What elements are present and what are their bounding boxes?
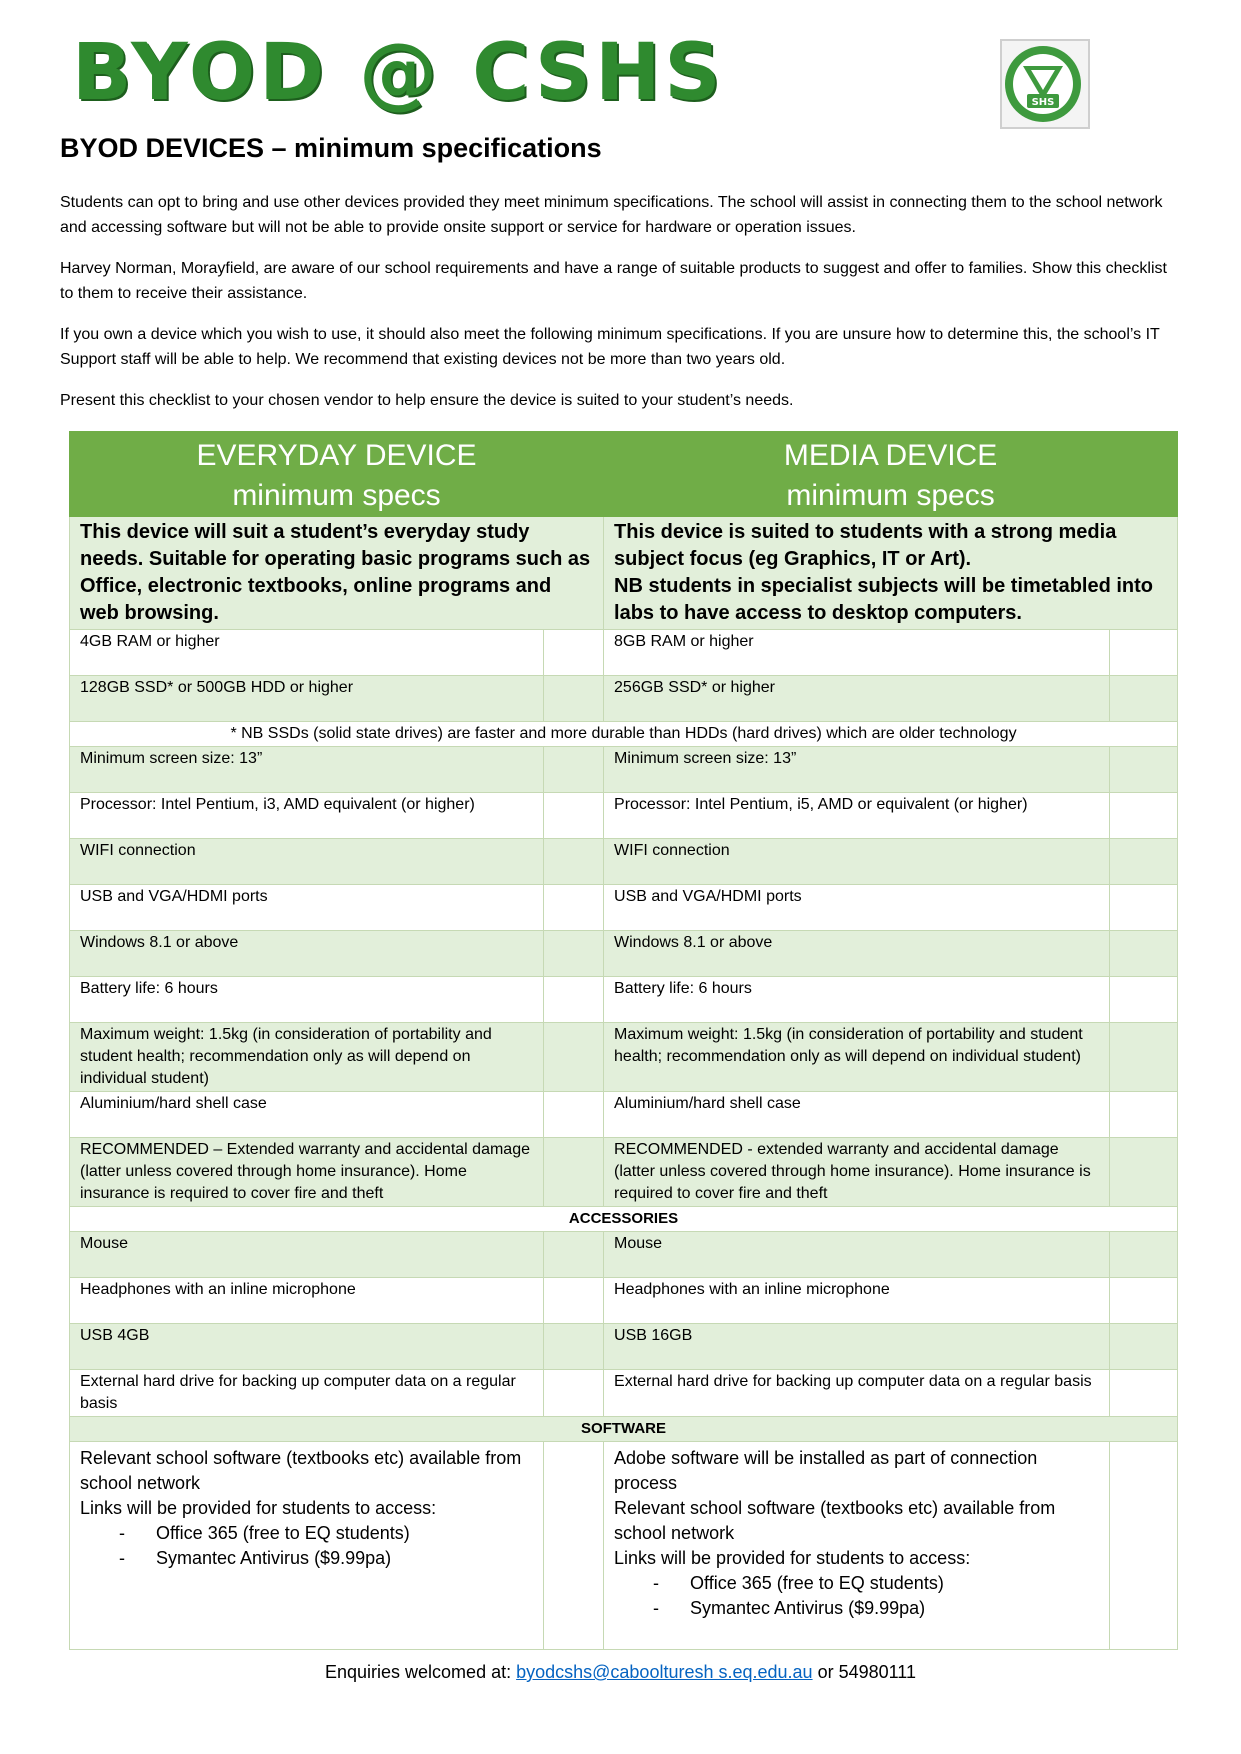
table-row (70, 676, 1178, 722)
media-accessory: External hard drive for backing up computer data on a regular basis (604, 1370, 1110, 1417)
ssd-note-row (70, 722, 1178, 747)
media-accessory: USB 16GB (604, 1324, 1110, 1370)
media-spec: WIFI connection (604, 839, 1110, 885)
media-description-line-1: This device is suited to students with a strong media subject focus (eg Graphics, IT or Art). (614, 521, 1117, 570)
media-title: MEDIA DEVICE (783, 439, 998, 472)
everyday-check-cell[interactable] (544, 793, 604, 839)
media-spec: Battery life: 6 hours (604, 977, 1110, 1023)
intro-paragraph-3: If you own a device which you wish to use, it should also meet the following minimum specifications. If you are unsure how to determine this, the school’s IT Support staff will be able to help. We recommend that existing devices not be more than two years old. (60, 326, 1160, 368)
media-spec: Maximum weight: 1.5kg (in consideration of portability and student health; recommendation only as will depend on individual student) (604, 1023, 1110, 1092)
everyday-software-line-2: Links will be provided for students to access: (80, 1498, 437, 1518)
everyday-check-cell[interactable] (544, 1324, 604, 1370)
media-spec: RECOMMENDED - extended warranty and accidental damage (latter unless covered through home insurance). Home insurance is required to cover fire and theft (604, 1138, 1110, 1207)
table-row (70, 1370, 1178, 1417)
everyday-check-cell[interactable] (544, 1278, 604, 1324)
everyday-accessory: External hard drive for backing up computer data on a regular basis (70, 1370, 544, 1417)
everyday-description: This device will suit a student’s everyday study needs. Suitable for operating basic programs such as Office, electronic textbooks, online programs and web browsing. (70, 517, 604, 630)
media-check-cell[interactable] (1110, 1092, 1178, 1138)
media-header (604, 432, 1178, 517)
everyday-spec: Processor: Intel Pentium, i3, AMD equivalent (or higher) (70, 793, 544, 839)
everyday-spec: Maximum weight: 1.5kg (in consideration of portability and student health; recommendation only as will depend on individual student) (70, 1023, 544, 1092)
everyday-check-cell[interactable] (544, 676, 604, 722)
everyday-check-cell[interactable] (544, 885, 604, 931)
media-check-cell[interactable] (1110, 793, 1178, 839)
description-row (70, 517, 1178, 630)
media-software-list (614, 1571, 1099, 1621)
spec-checklist-table (69, 431, 1178, 1650)
media-accessory: Mouse (604, 1232, 1110, 1278)
everyday-check-cell[interactable] (544, 1442, 604, 1650)
table-row (70, 1232, 1178, 1278)
everyday-spec: 4GB RAM or higher (70, 630, 544, 676)
page-title: BYOD DEVICES – minimum specifications (60, 133, 602, 163)
school-crest-logo (995, 34, 1095, 134)
media-check-cell[interactable] (1110, 1278, 1178, 1324)
everyday-accessory: Headphones with an inline microphone (70, 1278, 544, 1324)
software-row (70, 1442, 1178, 1650)
everyday-spec: WIFI connection (70, 839, 544, 885)
everyday-check-cell[interactable] (544, 1138, 604, 1207)
media-description (604, 517, 1178, 630)
media-check-cell[interactable] (1110, 1442, 1178, 1650)
everyday-accessory: USB 4GB (70, 1324, 544, 1370)
table-row (70, 885, 1178, 931)
table-row (70, 1324, 1178, 1370)
everyday-header (70, 432, 604, 517)
footer-suffix: or 54980111 (812, 1662, 916, 1682)
everyday-check-cell[interactable] (544, 1092, 604, 1138)
everyday-software (70, 1442, 544, 1650)
media-accessory: Headphones with an inline microphone (604, 1278, 1110, 1324)
everyday-check-cell[interactable] (544, 977, 604, 1023)
everyday-software-line-1: Relevant school software (textbooks etc) available from school network (80, 1448, 522, 1493)
footer-prefix: Enquiries welcomed at: (325, 1662, 517, 1682)
media-check-cell[interactable] (1110, 1232, 1178, 1278)
media-software-line-1: Relevant school software (textbooks etc) available from school network (614, 1498, 1056, 1543)
table-row (70, 977, 1178, 1023)
media-software (604, 1442, 1110, 1650)
table-row (70, 1023, 1178, 1092)
table-row (70, 793, 1178, 839)
everyday-spec: Aluminium/hard shell case (70, 1092, 544, 1138)
everyday-software-list (80, 1521, 533, 1571)
media-check-cell[interactable] (1110, 839, 1178, 885)
everyday-check-cell[interactable] (544, 1232, 604, 1278)
media-check-cell[interactable] (1110, 1370, 1178, 1417)
footer-enquiries (0, 1662, 1241, 1683)
accessories-section-row (70, 1207, 1178, 1232)
table-row (70, 1138, 1178, 1207)
table-row (70, 747, 1178, 793)
everyday-spec: Minimum screen size: 13” (70, 747, 544, 793)
media-spec: Windows 8.1 or above (604, 931, 1110, 977)
table-header-row (70, 432, 1178, 517)
list-item: - Symantec Antivirus ($9.99pa) (156, 1546, 533, 1571)
everyday-check-cell[interactable] (544, 839, 604, 885)
ssd-note: * NB SSDs (solid state drives) are faster and more durable than HDDs (hard drives) which are older technology (70, 722, 1178, 747)
banner-title: BYOD @ CSHS (72, 28, 725, 118)
everyday-title: EVERYDAY DEVICE (196, 439, 477, 472)
everyday-check-cell[interactable] (544, 1370, 604, 1417)
media-check-cell[interactable] (1110, 885, 1178, 931)
media-check-cell[interactable] (1110, 1324, 1178, 1370)
list-item: - Office 365 (free to EQ students) (690, 1571, 1099, 1596)
everyday-spec: Battery life: 6 hours (70, 977, 544, 1023)
table-row (70, 1092, 1178, 1138)
media-spec: Aluminium/hard shell case (604, 1092, 1110, 1138)
media-check-cell[interactable] (1110, 676, 1178, 722)
software-heading: SOFTWARE (70, 1417, 1178, 1442)
intro-paragraph-2: Harvey Norman, Morayfield, are aware of our school requirements and have a range of suitable products to suggest and offer to families. Show this checklist to them to receive their assistance. (60, 260, 1167, 302)
media-spec: 256GB SSD* or higher (604, 676, 1110, 722)
media-spec: Minimum screen size: 13” (604, 747, 1110, 793)
table-row (70, 1278, 1178, 1324)
media-description-line-2: NB students in specialist subjects will be timetabled into labs to have access to desktop computers. (614, 575, 1154, 624)
media-check-cell[interactable] (1110, 931, 1178, 977)
accessories-heading: ACCESSORIES (70, 1207, 1178, 1232)
media-software-line-0: Adobe software will be installed as part of connection process (614, 1448, 1038, 1493)
enquiries-email-link[interactable]: byodcshs@caboolturesh s.eq.edu.au (516, 1662, 813, 1682)
everyday-check-cell[interactable] (544, 747, 604, 793)
media-spec: 8GB RAM or higher (604, 630, 1110, 676)
everyday-check-cell[interactable] (544, 630, 604, 676)
logo-text: SHS (1031, 97, 1055, 108)
everyday-subtitle: minimum specs (232, 479, 441, 512)
everyday-accessory: Mouse (70, 1232, 544, 1278)
intro-paragraph-1: Students can opt to bring and use other devices provided they meet minimum specifications. The school will assist in connecting them to the school network and accessing software but will not be able to provide onsite support or service for hardware or operation issues. (60, 194, 1163, 236)
media-check-cell[interactable] (1110, 630, 1178, 676)
media-check-cell[interactable] (1110, 977, 1178, 1023)
table-row (70, 630, 1178, 676)
everyday-spec: Windows 8.1 or above (70, 931, 544, 977)
everyday-spec: USB and VGA/HDMI ports (70, 885, 544, 931)
everyday-check-cell[interactable] (544, 931, 604, 977)
everyday-spec: 128GB SSD* or 500GB HDD or higher (70, 676, 544, 722)
media-spec: Processor: Intel Pentium, i5, AMD or equivalent (or higher) (604, 793, 1110, 839)
media-check-cell[interactable] (1110, 1023, 1178, 1092)
software-section-row (70, 1417, 1178, 1442)
everyday-spec: RECOMMENDED – Extended warranty and accidental damage (latter unless covered through home insurance). Home insurance is required to cover fire and theft (70, 1138, 544, 1207)
everyday-check-cell[interactable] (544, 1023, 604, 1092)
media-check-cell[interactable] (1110, 747, 1178, 793)
table-row (70, 931, 1178, 977)
table-row (70, 839, 1178, 885)
media-spec: USB and VGA/HDMI ports (604, 885, 1110, 931)
media-check-cell[interactable] (1110, 1138, 1178, 1207)
media-software-line-2: Links will be provided for students to access: (614, 1548, 971, 1568)
media-subtitle: minimum specs (786, 479, 995, 512)
list-item: - Symantec Antivirus ($9.99pa) (690, 1596, 1099, 1621)
intro-paragraph-4: Present this checklist to your chosen vendor to help ensure the device is suited to your student’s needs. (60, 392, 794, 409)
list-item: - Office 365 (free to EQ students) (156, 1521, 533, 1546)
